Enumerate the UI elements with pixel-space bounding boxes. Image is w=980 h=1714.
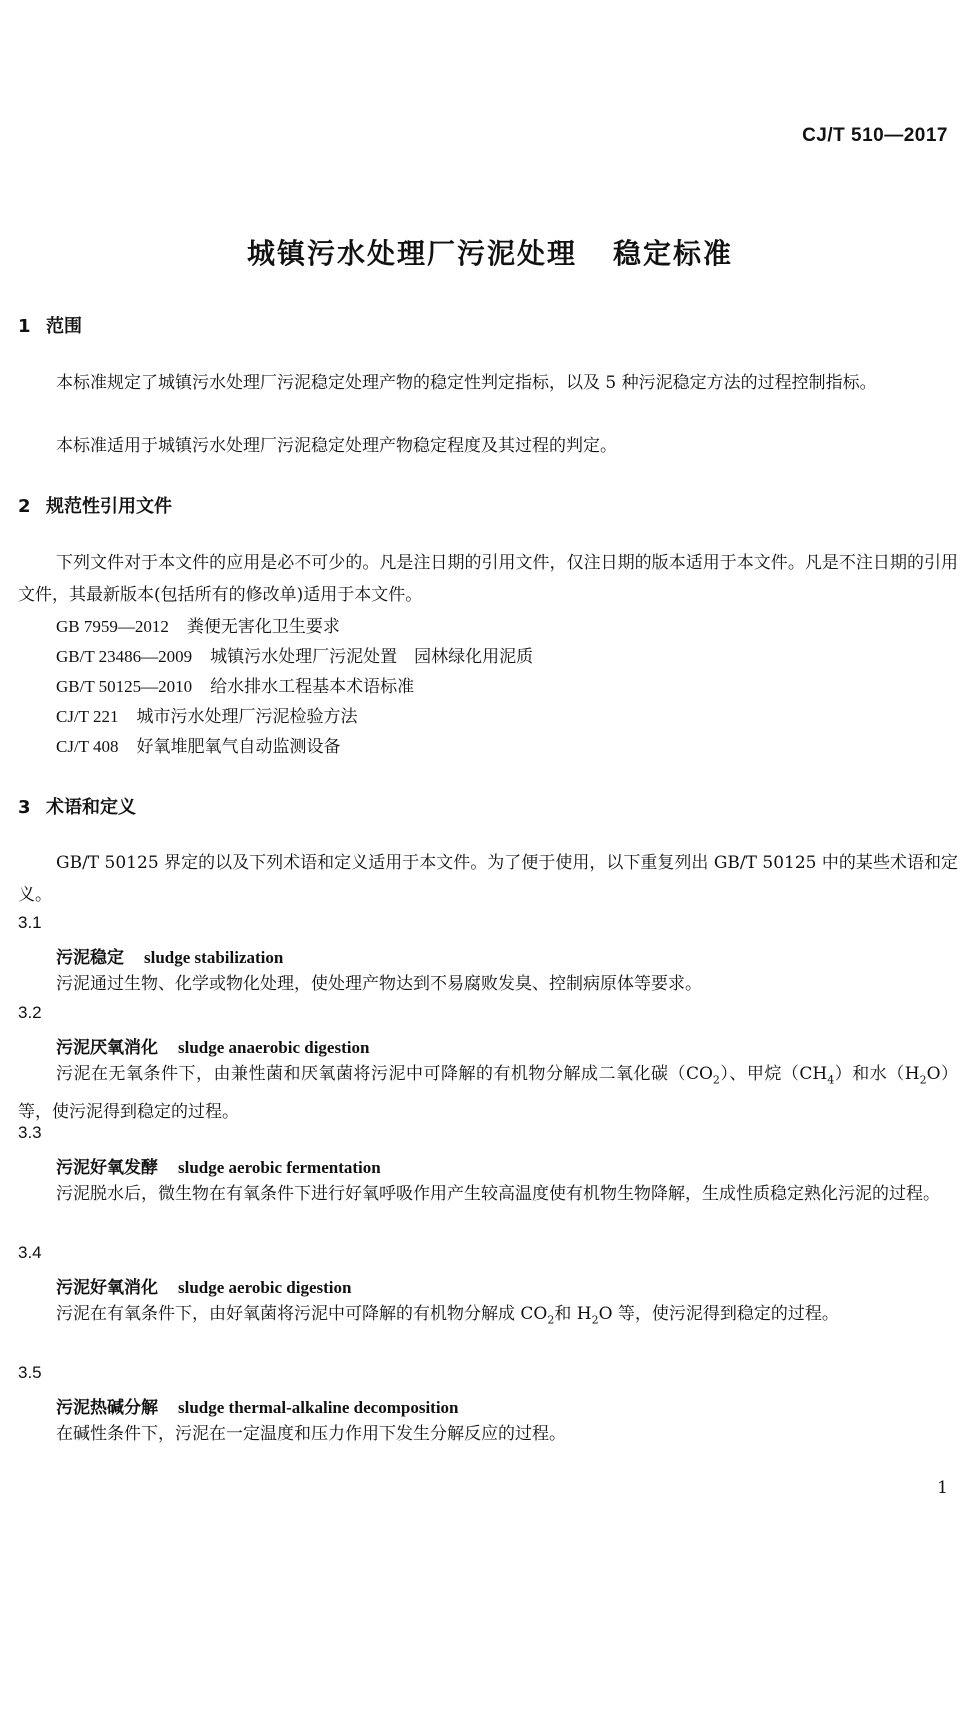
reference-item: GB 7959—2012 粪便无害化卫生要求 (56, 617, 340, 637)
title-part1: 城镇污水处理厂污泥处理 (246, 237, 577, 270)
standard-code: CJ/T 510—2017 (802, 125, 948, 146)
section3-heading: 3 术语和定义 (18, 797, 136, 818)
term-title: 污泥厌氧消化 sludge anaerobic digestion (56, 1038, 370, 1058)
term-title: 污泥热碱分解 sludge thermal-alkaline decomposition (56, 1398, 459, 1418)
term-definition: 污泥在无氧条件下，由兼性菌和厌氧菌将污泥中可降解的有机物分解成二氧化碳$(CO_2)$、甲烷$(CH_4)$和水$(H_2O)$等，使污泥得到稳定的过程。 (18, 1064, 958, 1123)
section1-para1: 本标准规定了城镇污水处理厂污泥稳定处理产物的稳定性判定指标，以及 5 种污泥稳定方法的过程控制指标。 (56, 373, 877, 393)
reference-item: CJ/T 408 好氧堆肥氧气自动监测设备 (56, 737, 341, 757)
section2-para1: 下列文件对于本文件的应用是必不可少的。凡是注日期的引用文件，仅注日期的版本适用于本文件。凡是不注日期的引用文件，其最新版本(包括所有的修改单)适用于本文件。 (18, 553, 958, 605)
reference-item: GB/T 50125—2010 给水排水工程基本术语标准 (56, 677, 415, 697)
term-title: 污泥好氧消化 sludge aerobic digestion (56, 1278, 352, 1298)
term-title: 污泥好氧发酵 sludge aerobic fermentation (56, 1158, 381, 1178)
document-title (0, 232, 980, 272)
term-title: 污泥稳定 sludge stabilization (56, 948, 284, 968)
section1-heading: 1 范围 (18, 316, 82, 337)
section1-para2: 本标准适用于城镇污水处理厂污泥稳定处理产物稳定程度及其过程的判定。 (56, 436, 617, 456)
term-number: 3.2 (18, 1003, 42, 1022)
reference-item: CJ/T 221 城市污水处理厂污泥检验方法 (56, 707, 358, 727)
section2-heading: 2 规范性引用文件 (18, 496, 172, 517)
term-definition: 在碱性条件下，污泥在一定温度和压力作用下发生分解反应的过程。 (56, 1424, 566, 1444)
term-definition: 污泥通过生物、化学或物化处理，使处理产物达到不易腐败发臭、控制病原体等要求。 (56, 974, 702, 994)
term-number: 3.4 (18, 1243, 42, 1262)
term-definition: 污泥在有氧条件下，由好氧菌将污泥中可降解的有机物分解成 $CO_2$和 $H_2O$ 等，使污泥得到稳定的过程。 (56, 1304, 839, 1327)
term-definition: 污泥脱水后，微生物在有氧条件下进行好氧呼吸作用产生较高温度使有机物生物降解，生成性质稳定熟化污泥的过程。 (56, 1184, 940, 1204)
section3-para1: GB/T 50125 界定的以及下列术语和定义适用于本文件。为了便于使用，以下重复列出 GB/T 50125 中的某些术语和定义。 (18, 853, 958, 905)
title-part2: 稳定标准 (613, 237, 734, 270)
reference-item: GB/T 23486—2009 城镇污水处理厂污泥处置 园林绿化用泥质 (56, 647, 534, 667)
term-number: 3.1 (18, 913, 42, 932)
page-number: 1 (937, 1478, 948, 1498)
term-number: 3.3 (18, 1123, 42, 1142)
term-number: 3.5 (18, 1363, 42, 1382)
